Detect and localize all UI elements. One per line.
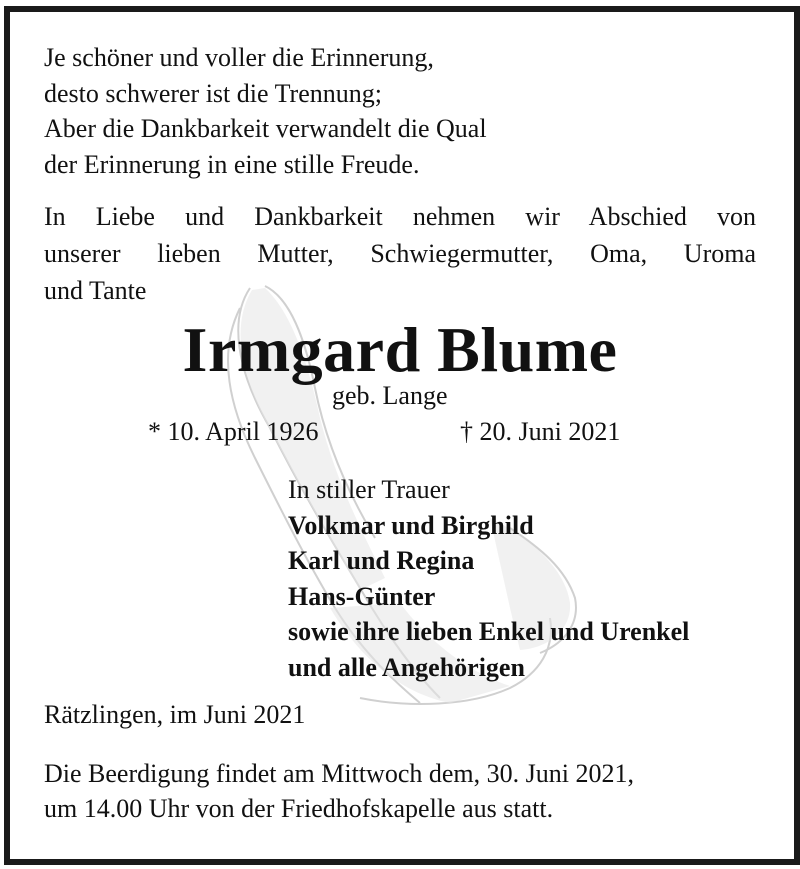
mourners-heading: In stiller Trauer bbox=[288, 475, 450, 504]
mourner-name: Hans-Günter bbox=[288, 581, 436, 611]
place-date: Rätzlingen, im Juni 2021 bbox=[44, 700, 306, 729]
funeral-info bbox=[44, 756, 634, 826]
poem-line: der Erinnerung in eine stille Freude. bbox=[44, 149, 420, 179]
mourner-name: sowie ihre lieben Enkel und Urenkel bbox=[288, 617, 690, 646]
intro-text bbox=[44, 198, 756, 309]
death-date: † 20. Juni 2021 bbox=[460, 417, 621, 446]
mourners-block bbox=[288, 472, 689, 685]
birth-date: * 10. April 1926 bbox=[148, 417, 319, 446]
poem-line: Aber die Dankbarkeit verwandelt die Qual bbox=[44, 114, 487, 143]
mourner-name: und alle Angehörigen bbox=[288, 652, 525, 682]
intro-line: In Liebe und Dankbarkeit nehmen wir Abschied von bbox=[44, 202, 756, 231]
poem bbox=[44, 40, 487, 182]
mourner-name: Karl und Regina bbox=[288, 546, 475, 575]
poem-line: Je schöner und voller die Erinnerung, bbox=[44, 43, 434, 72]
deceased-name: Irmgard Blume bbox=[182, 314, 618, 385]
poem-line: desto schwerer ist die Trennung; bbox=[44, 78, 382, 108]
intro-line: und Tante bbox=[44, 276, 147, 305]
maiden-name: geb. Lange bbox=[332, 381, 448, 410]
funeral-line: um 14.00 Uhr von der Friedhofskapelle aus statt. bbox=[44, 794, 554, 823]
mourner-name: Volkmar und Birghild bbox=[288, 510, 534, 540]
funeral-line: Die Beerdigung findet am Mittwoch dem, 30. Juni 2021, bbox=[44, 759, 634, 788]
intro-line: unserer lieben Mutter, Schwiegermutter, Oma, Uroma bbox=[44, 239, 756, 268]
